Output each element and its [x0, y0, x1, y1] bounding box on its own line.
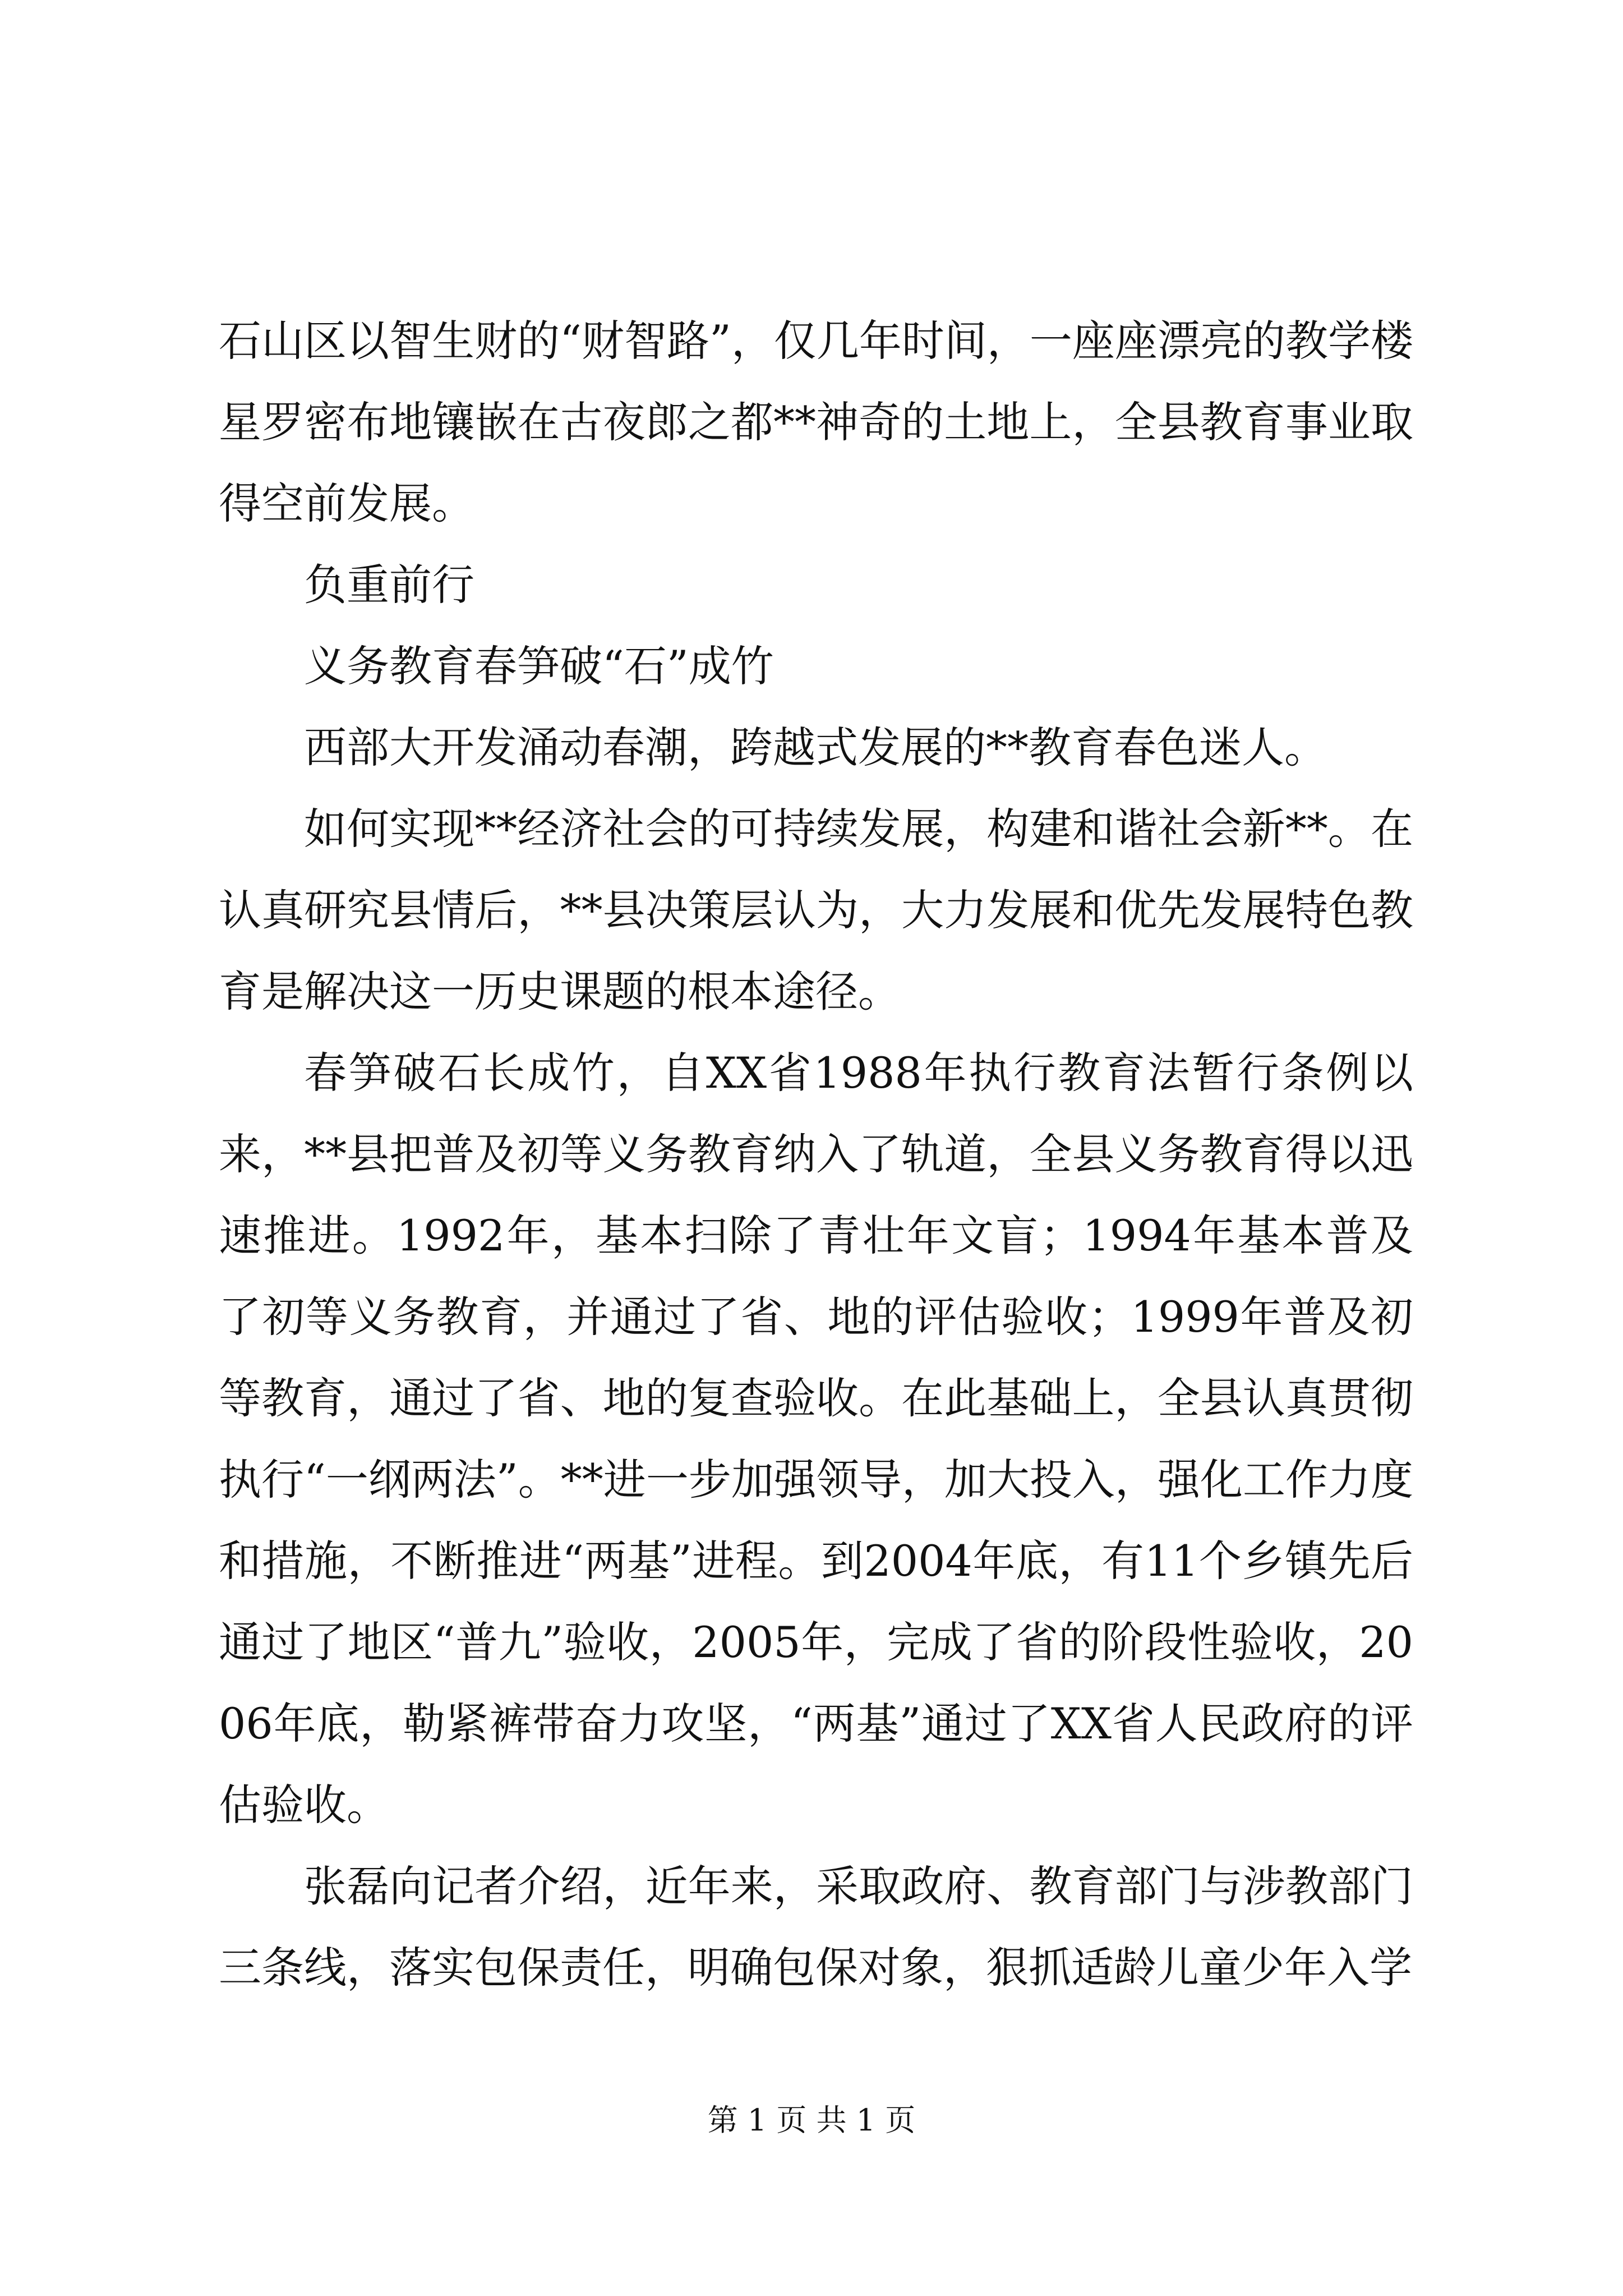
page-footer: 第 1 页 共 1 页: [707, 2102, 916, 2138]
section-subheading: 义务教育春笋破“石”成竹: [304, 641, 774, 691]
paragraph: 如何实现**经济社会的可持续发展，构建和谐社会新**。在认真研究县情后，**县决策层认为，大力发展和优先发展特色教育是解决这一历史课题的根本途径。: [219, 804, 1413, 1016]
section-heading: 负重前行: [304, 560, 474, 610]
paragraph: 西部大开发涌动春潮，跨越式发展的**教育春色迷人。: [304, 723, 1327, 772]
document-body: [219, 300, 1413, 2008]
paragraph: 石山区以智生财的“财智路”，仅几年时间，一座座漂亮的教学楼星罗密布地镶嵌在古夜郎之都**神奇的土地上，全县教育事业取得空前发展。: [219, 316, 1413, 528]
paragraph: 春笋破石长成竹，自XX省1988年执行教育法暂行条例以来，**县把普及初等义务教育纳入了轨道，全县义务教育得以迅速推进。1992年，基本扫除了青壮年文盲；1994年基本普及了初等义务教育，并通过了省、地的评估验收；1999年普及初等教育，通过了省、地的复查验收。在此基础上，全县认真贯彻执行“一纲两法”。**进一步加强领导，加大投入，强化工作力度和措施，不断推进“两基”进程。到2004年底，有11个乡镇先后通过了地区“普九”验收，2005年，完成了省的阶段性验收，2006年底，勒紧裤带奋力攻坚，“两基”通过了XX省人民政府的评估验收。: [219, 1048, 1413, 1830]
paragraph: 张磊向记者介绍，近年来，采取政府、教育部门与涉教部门三条线，落实包保责任，明确包保对象，狠抓适龄儿童少年入学: [219, 1861, 1413, 1993]
